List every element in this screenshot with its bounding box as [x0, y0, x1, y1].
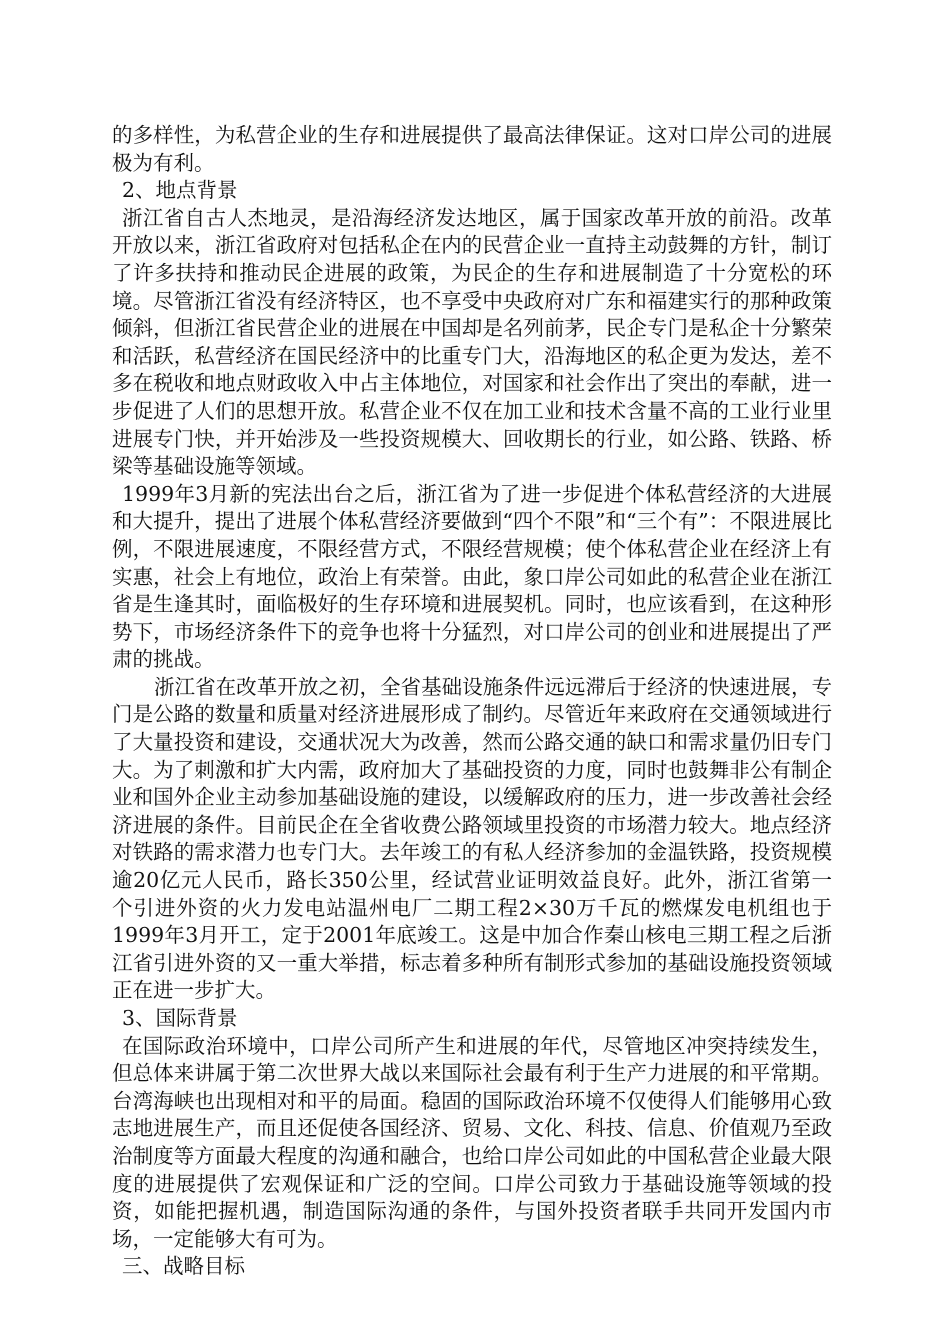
paragraph-legal-guarantee: 的多样性，为私营企业的生存和进展提供了最高法律保证。这对口岸公司的进展极为有利。 — [112, 123, 832, 175]
document-body — [112, 122, 832, 1281]
heading-strategic-goals: 三、战略目标 — [122, 1254, 245, 1279]
heading-international-background: 3、国际背景 — [122, 1006, 238, 1030]
paragraph-constitution-1999: 1999年3月新的宪法出台之后，浙江省为了进一步促进个体私营经济的大进展和大提升，提出了进展个体私营经济要做到“四个不限”和“三个有”：不限进展比例，不限进展速度，不限经营方式，不限经营规模；使个体私营企业在经济上有实惠，社会上有地位，政治上有荣誉。由此，象口岸公司如此的私营企业在浙江省是生逢其时，面临极好的生存环境和进展契机。同时，也应该看到，在这种形势下，市场经济条件下的竞争也将十分猛烈，对口岸公司的创业和进展提出了严肃的挑战。 — [112, 481, 832, 672]
paragraph-international-environment: 在国际政治环境中，口岸公司所产生和进展的年代，尽管地区冲突持续发生，但总体来讲属于第二次世界大战以来国际社会最有利于生产力进展的和平常期。台湾海峡也出现相对和平的局面。稳固的国际政治环境不仅使得人们能够用心致志地进展生产，而且还促使各国经济、贸易、文化、科技、信息、价值观乃至政治制度等方面最大程度的沟通和融合，也给口岸公司如此的中国私营企业最大限度的进展提供了宏观保证和广泛的空间。口岸公司致力于基础设施等领域的投资，如能把握机遇，制造国际沟通的条件，与国外投资者联手共同开发国内市场，一定能够大有可为。 — [112, 1033, 832, 1251]
paragraph-zhejiang-environment: 浙江省自古人杰地灵，是沿海经济发达地区，属于国家改革开放的前沿。改革开放以来，浙江省政府对包括私企在内的民营企业一直持主动鼓舞的方针，制订了许多扶持和推动民企进展的政策，为民企的生存和进展制造了十分宽松的环境。尽管浙江省没有经济特区，也不享受中央政府对广东和福建实行的那种政策倾斜，但浙江省民营企业的进展在中国却是名列前茅，民企专门是私企十分繁荣和活跃，私营经济在国民经济中的比重专门大，沿海地区的私企更为发达，差不多在税收和地点财政收入中占主体地位，对国家和社会作出了突出的奉献，进一步促进了人们的思想开放。私营企业不仅在加工业和技术含量不高的工业行业里进展专门快，并开始涉及一些投资规模大、回收期长的行业，如公路、铁路、桥梁等基础设施等领域。 — [112, 205, 832, 479]
paragraph-infrastructure: 浙江省在改革开放之初，全省基础设施条件远远滞后于经济的快速进展，专门是公路的数量和质量对经济进展形成了制约。尽管近年来政府在交通领域进行了大量投资和建设，交通状况大为改善，然而公路交通的缺口和需求量仍旧专门大。为了刺激和扩大内需，政府加大了基础投资的力度，同时也鼓舞非公有制企业和国外企业主动参加基础设施的建设，以缓解政府的压力，进一步改善社会经济进展的条件。目前民企在全省收费公路领域里投资的市场潜力较大。地点经济对铁路的需求潜力也专门大。去年竣工的有私人经济参加的金温铁路，投资规模逾20亿元人民币，路长350公里，经试营业证明效益良好。此外，浙江省第一个引进外资的火力发电站温州电厂二期工程2×30万千瓦的燃煤发电机组也于1999年3月开工，定于2001年底竣工。这是中加合作秦山核电三期工程之后浙江省引进外资的又一重大举措，标志着多种所有制形式参加的基础设施投资领域正在进一步扩大。 — [112, 674, 832, 1003]
heading-local-background: 2、地点背景 — [122, 178, 238, 203]
